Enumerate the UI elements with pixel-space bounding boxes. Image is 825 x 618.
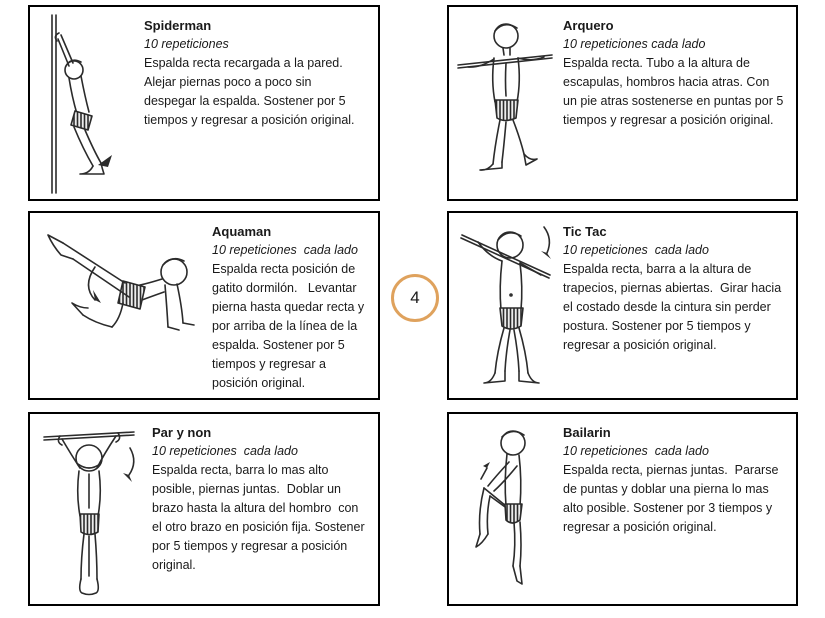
tictac-figure-drawing bbox=[450, 215, 558, 397]
exercise-repetitions: 10 repeticiones cada lado bbox=[563, 444, 709, 458]
exercise-description: Espalda recta. Tubo a la altura de escapulas, hombros hacia atras. Con un pie atras sostenerse en puntas por 5 tiempos y regresar a posición original. bbox=[563, 56, 787, 127]
parynon-illustration bbox=[30, 414, 148, 604]
arquero-illustration bbox=[449, 7, 559, 199]
exercise-card-parynon bbox=[28, 412, 380, 606]
exercise-description: Espalda recta, piernas juntas. Pararse de puntas y doblar una pierna lo mas alto posible. Sostener por 3 tiempos y regresar a posición original. bbox=[563, 463, 782, 534]
parynon-figure-drawing bbox=[34, 416, 144, 602]
spiderman-text-block bbox=[140, 7, 378, 199]
bailarin-text-block bbox=[559, 414, 796, 604]
exercise-title: Aquaman bbox=[212, 224, 272, 239]
exercise-repetitions: 10 repeticiones cada lado bbox=[212, 243, 358, 257]
arquero-text-block bbox=[559, 7, 796, 199]
exercise-title: Arquero bbox=[563, 18, 614, 33]
exercise-repetitions: 10 repeticiones cada lado bbox=[152, 444, 298, 458]
aquaman-illustration bbox=[30, 213, 208, 398]
exercise-description: Espalda recta recargada a la pared. Alejar piernas poco a poco sin despegar la espalda. Sostener por 5 tiempos y regresar a posición original. bbox=[144, 56, 355, 127]
exercise-card-spiderman bbox=[28, 5, 380, 201]
exercise-title: Par y non bbox=[152, 425, 212, 440]
page-number: 4 bbox=[410, 288, 420, 307]
aquaman-text-block bbox=[208, 213, 378, 398]
tictac-illustration bbox=[449, 213, 559, 398]
page-number-badge bbox=[391, 274, 439, 322]
exercise-description: Espalda recta, barra a la altura de trapecios, piernas abiertas. Girar hacia el costado desde la cintura sin perder postura. Sostener por 5 tiempos y regresar a posición original. bbox=[563, 262, 785, 352]
exercise-repetitions: 10 repeticiones bbox=[144, 37, 229, 51]
exercise-title: Spiderman bbox=[144, 18, 212, 33]
spiderman-illustration bbox=[30, 7, 140, 199]
exercise-repetitions: 10 repeticiones cada lado bbox=[563, 37, 706, 51]
parynon-text-block bbox=[148, 414, 378, 604]
bailarin-figure-drawing bbox=[450, 416, 558, 602]
bailarin-illustration bbox=[449, 414, 559, 604]
spiderman-figure-drawing bbox=[31, 9, 139, 197]
arquero-figure-drawing bbox=[450, 9, 558, 197]
exercise-card-aquaman bbox=[28, 211, 380, 400]
tictac-text-block bbox=[559, 213, 796, 398]
aquaman-figure-drawing bbox=[31, 215, 207, 396]
exercise-card-arquero bbox=[447, 5, 798, 201]
exercise-repetitions: 10 repeticiones cada lado bbox=[563, 243, 709, 257]
exercise-card-bailarin bbox=[447, 412, 798, 606]
exercise-title: Bailarin bbox=[563, 425, 611, 440]
exercise-card-tictac bbox=[447, 211, 798, 400]
exercise-title: Tic Tac bbox=[563, 224, 607, 239]
exercise-description: Espalda recta, barra lo mas alto posible, piernas juntas. Doblar un brazo hasta la altura del hombro con el otro brazo en posición fija. Sostener por 5 tiempos y regresar a posición original. bbox=[152, 463, 369, 572]
exercise-description: Espalda recta posición de gatito dormilón. Levantar pierna hasta quedar recta y por arriba de la línea de la espalda. Sostener por 5 tiempos y regresar a posición original. bbox=[212, 262, 368, 390]
